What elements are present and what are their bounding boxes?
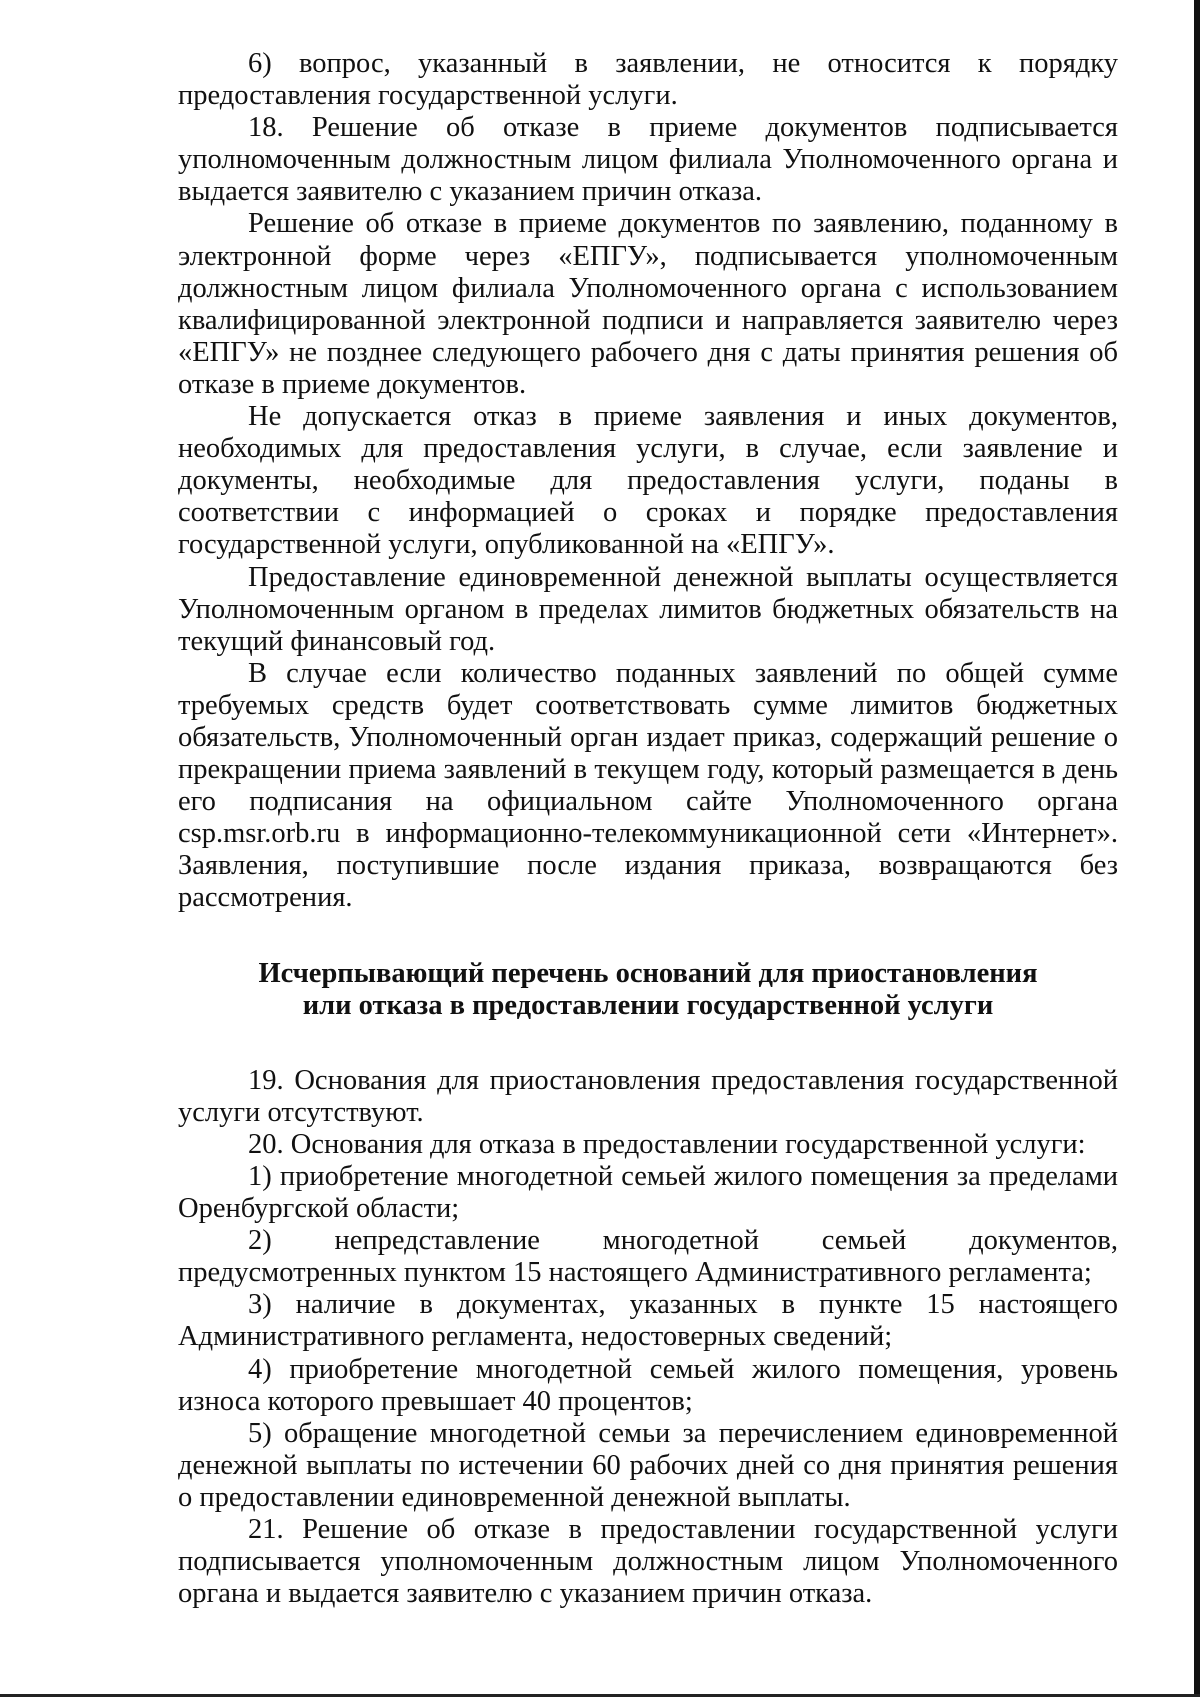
paragraph-ground-2: 2) непредставление многодетной семьей документов, предусмотренных пунктом 15 настоящего Административного регламента; bbox=[178, 1225, 1118, 1289]
section-heading-line-2: или отказа в предоставлении государственной услуги bbox=[302, 989, 994, 1021]
paragraph-19: 19. Основания для приостановления предоставления государственной услуги отсутствуют. bbox=[178, 1064, 1118, 1128]
scan-right-edge bbox=[1194, 0, 1200, 1697]
paragraph-payment-limits: Предоставление единовременной денежной выплаты осуществляется Уполномоченным органом в пределах лимитов бюджетных обязательств на текущий финансовый год. bbox=[178, 561, 1118, 657]
paragraph-no-refusal: Не допускается отказ в приеме заявления и иных документов, необходимых для предоставления услуги, в случае, если заявление и документы, необходимые для предоставления услуги, поданы в соответствии с информацией о сроках и порядке предоставления государственной услуги, опубликованной на «ЕПГУ». bbox=[178, 401, 1118, 561]
document-body bbox=[178, 48, 1118, 1610]
section-heading bbox=[178, 958, 1118, 1022]
section-heading-line-1: Исчерпывающий перечень оснований для приостановления bbox=[258, 957, 1038, 989]
paragraph-ground-4: 4) приобретение многодетной семьей жилого помещения, уровень износа которого превышает 40 процентов; bbox=[178, 1353, 1118, 1417]
paragraph-item-6: 6) вопрос, указанный в заявлении, не относится к порядку предоставления государственной услуги. bbox=[178, 48, 1118, 112]
paragraph-ground-3: 3) наличие в документах, указанных в пункте 15 настоящего Административного регламента, недостоверных сведений; bbox=[178, 1289, 1118, 1353]
paragraph-ground-5: 5) обращение многодетной семьи за перечислением единовременной денежной выплаты по истечении 60 рабочих дней со дня принятия решения о предоставлении единовременной денежной выплаты. bbox=[178, 1417, 1118, 1513]
paragraph-ground-1: 1) приобретение многодетной семьей жилого помещения за пределами Оренбургской области; bbox=[178, 1161, 1118, 1225]
paragraph-order-termination: В случае если количество поданных заявлений по общей сумме требуемых средств будет соответствовать сумме лимитов бюджетных обязательств, Уполномоченный орган издает приказ, содержащий решение о прекращении приема заявлений в текущем году, который размещается в день его подписания на официальном сайте Уполномоченного органа csp.msr.orb.ru в информационно-телекоммуникационной сети «Интернет». Заявления, поступившие после издания приказа, возвращаются без рассмотрения. bbox=[178, 657, 1118, 914]
paragraph-epgu-refusal: Решение об отказе в приеме документов по заявлению, поданному в электронной форме через «ЕПГУ», подписывается уполномоченным должностным лицом филиала Уполномоченного органа с использованием квалифицированной электронной подписи и направляется заявителю через «ЕПГУ» не позднее следующего рабочего дня с даты принятия решения об отказе в приеме документов. bbox=[178, 208, 1118, 400]
paragraph-20: 20. Основания для отказа в предоставлении государственной услуги: bbox=[248, 1128, 1086, 1160]
paragraph-21: 21. Решение об отказе в предоставлении государственной услуги подписывается уполномоченным должностным лицом Уполномоченного органа и выдается заявителю с указанием причин отказа. bbox=[178, 1514, 1118, 1610]
paragraph-18: 18. Решение об отказе в приеме документов подписывается уполномоченным должностным лицом филиала Уполномоченного органа и выдается заявителю с указанием причин отказа. bbox=[178, 112, 1118, 208]
